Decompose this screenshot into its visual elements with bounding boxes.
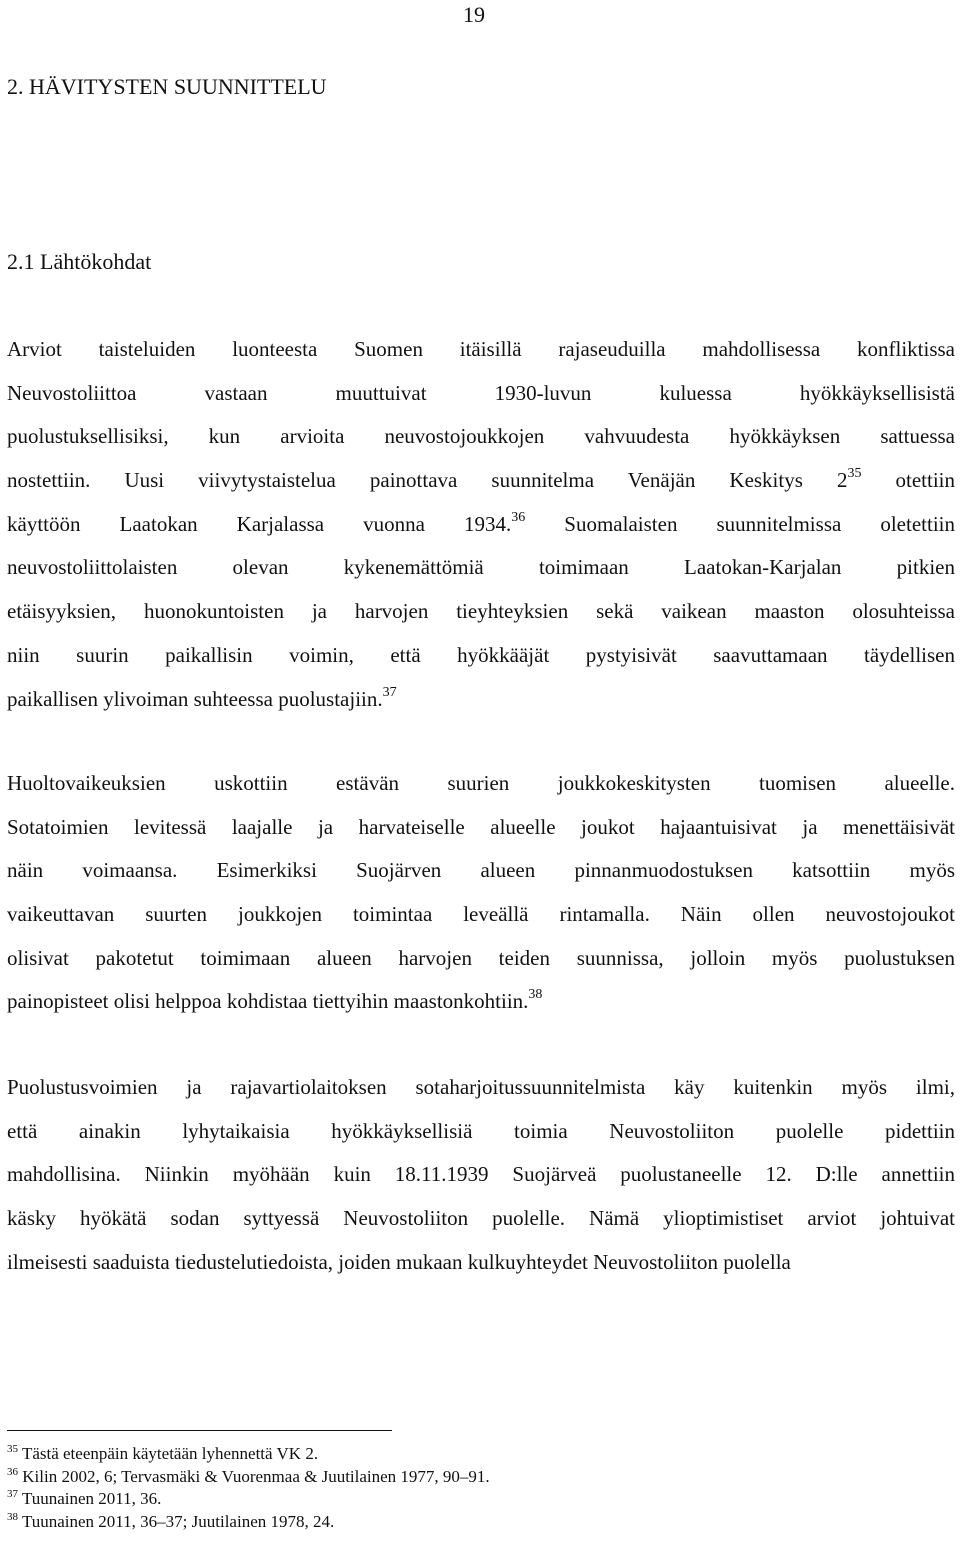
paragraph-line: [7, 678, 955, 722]
page-number: 19: [463, 2, 485, 27]
footnote: [7, 1511, 907, 1534]
paragraph-line: niin suurin paikallisin voimin, että hyökkääjät pystyisivät saavuttamaan täydellisen: [7, 642, 955, 667]
paragraph-line: vaikeuttavan suurten joukkojen toimintaa leveällä rintamalla. Näin ollen neuvostojoukot: [7, 902, 955, 927]
paragraph-line: mahdollisina. Niinkin myöhään kuin 18.11.1939 Suojärveä puolustaneelle 12. D:lle annettiin: [7, 1162, 955, 1187]
footnote-text: Tuunainen 2011, 36–37; Juutilainen 1978, 24.: [18, 1511, 335, 1531]
line-text: Suomalaisten suunnitelmissa oletettiin: [525, 511, 955, 536]
footnotes-list: [7, 1443, 907, 1533]
paragraph-line: että ainakin lyhytaikaisia hyökkäyksellisiä toimia Neuvostoliiton puolelle pidettiin: [7, 1118, 955, 1143]
footnote-reference[interactable]: 37: [382, 684, 397, 700]
paragraph-line: [7, 459, 955, 503]
footnote-number: 36: [7, 1465, 18, 1478]
footnote-text: Tuunainen 2011, 36.: [18, 1489, 162, 1508]
paragraph-2: [7, 762, 955, 1024]
paragraph-line: [7, 503, 955, 547]
paragraph-line: näin voimaansa. Esimerkiksi Suojärven alueen pinnanmuodostuksen katsottiin myös: [7, 858, 955, 883]
footnote-text: Kilin 2002, 6; Tervasmäki & Vuorenmaa & Juutilainen 1977, 90–91.: [18, 1466, 490, 1486]
paragraph-line: Neuvostoliittoa vastaan muuttuivat 1930-luvun kuluessa hyökkäyksellisistä: [7, 380, 955, 405]
paragraph-line: [7, 980, 955, 1024]
footnote: [7, 1488, 907, 1511]
paragraph-line: neuvostoliittolaisten olevan kykenemättömiä toimimaan Laatokan-Karjalan pitkien: [7, 555, 955, 580]
paragraph-line: Arviot taisteluiden luonteesta Suomen itäisillä rajaseuduilla mahdollisessa konfliktissa: [7, 337, 955, 361]
footnote: [7, 1443, 907, 1466]
line-text: käyttöön Laatokan Karjalassa vuonna 1934.: [7, 511, 512, 536]
footnote-number: 37: [7, 1488, 18, 1500]
footnote-divider: [7, 1430, 392, 1431]
line-text: painopisteet olisi helppoa kohdistaa tiettyihin maastonkohtiin.: [7, 989, 529, 1014]
paragraph-line: olisivat pakotetut toimimaan alueen harvojen teiden suunnissa, jolloin myös puolustuksen: [7, 945, 955, 970]
footnote-number: 35: [7, 1443, 18, 1455]
paragraph-3: [7, 1066, 955, 1284]
paragraph-line: käsky hyökätä sodan syttyessä Neuvostoliiton puolelle. Nämä ylioptimistiset arviot johtuivat: [7, 1206, 955, 1231]
section-title: 2.1 Lähtökohdat: [7, 249, 152, 274]
line-text: otettiin: [861, 468, 955, 493]
paragraph-line: Sotatoimien levitessä laajalle ja harvateiselle alueelle joukot hajaantuisivat ja menettäisivät: [7, 814, 955, 839]
footnote-reference[interactable]: 35: [847, 466, 862, 482]
footnote-reference[interactable]: 36: [511, 509, 526, 525]
chapter-title: 2. HÄVITYSTEN SUUNNITTELU: [7, 74, 327, 99]
paragraph-line: Huoltovaikeuksien uskottiin estävän suurien joukkokeskitysten tuomisen alueelle.: [7, 771, 955, 795]
footnote-number: 38: [7, 1510, 18, 1523]
paragraph-line: puolustuksellisiksi, kun arvioita neuvostojoukkojen vahvuudesta hyökkäyksen sattuessa: [7, 424, 955, 449]
line-text: nostettiin. Uusi viivytystaistelua painottava suunnitelma Venäjän Keskitys 2: [7, 468, 848, 493]
paragraph-line: Puolustusvoimien ja rajavartiolaitoksen sotaharjoitussuunnitelmista käy kuitenkin myös ilmi,: [7, 1075, 955, 1099]
footnote: [7, 1466, 907, 1489]
line-text: paikallisen ylivoiman suhteessa puolustajiin.: [7, 686, 383, 711]
paragraph-line: etäisyyksien, huonokuntoisten ja harvojen tieyhteyksien sekä vaikean maaston olosuhteissa: [7, 599, 955, 624]
paragraph-1: [7, 328, 955, 721]
footnote-text: Tästä eteenpäin käytetään lyhennettä VK 2.: [18, 1444, 319, 1463]
paragraph-line: ilmeisesti saaduista tiedustelutiedoista, joiden mukaan kulkuyhteydet Neuvostoliiton puolella: [7, 1249, 791, 1274]
footnote-reference[interactable]: 38: [528, 987, 543, 1003]
